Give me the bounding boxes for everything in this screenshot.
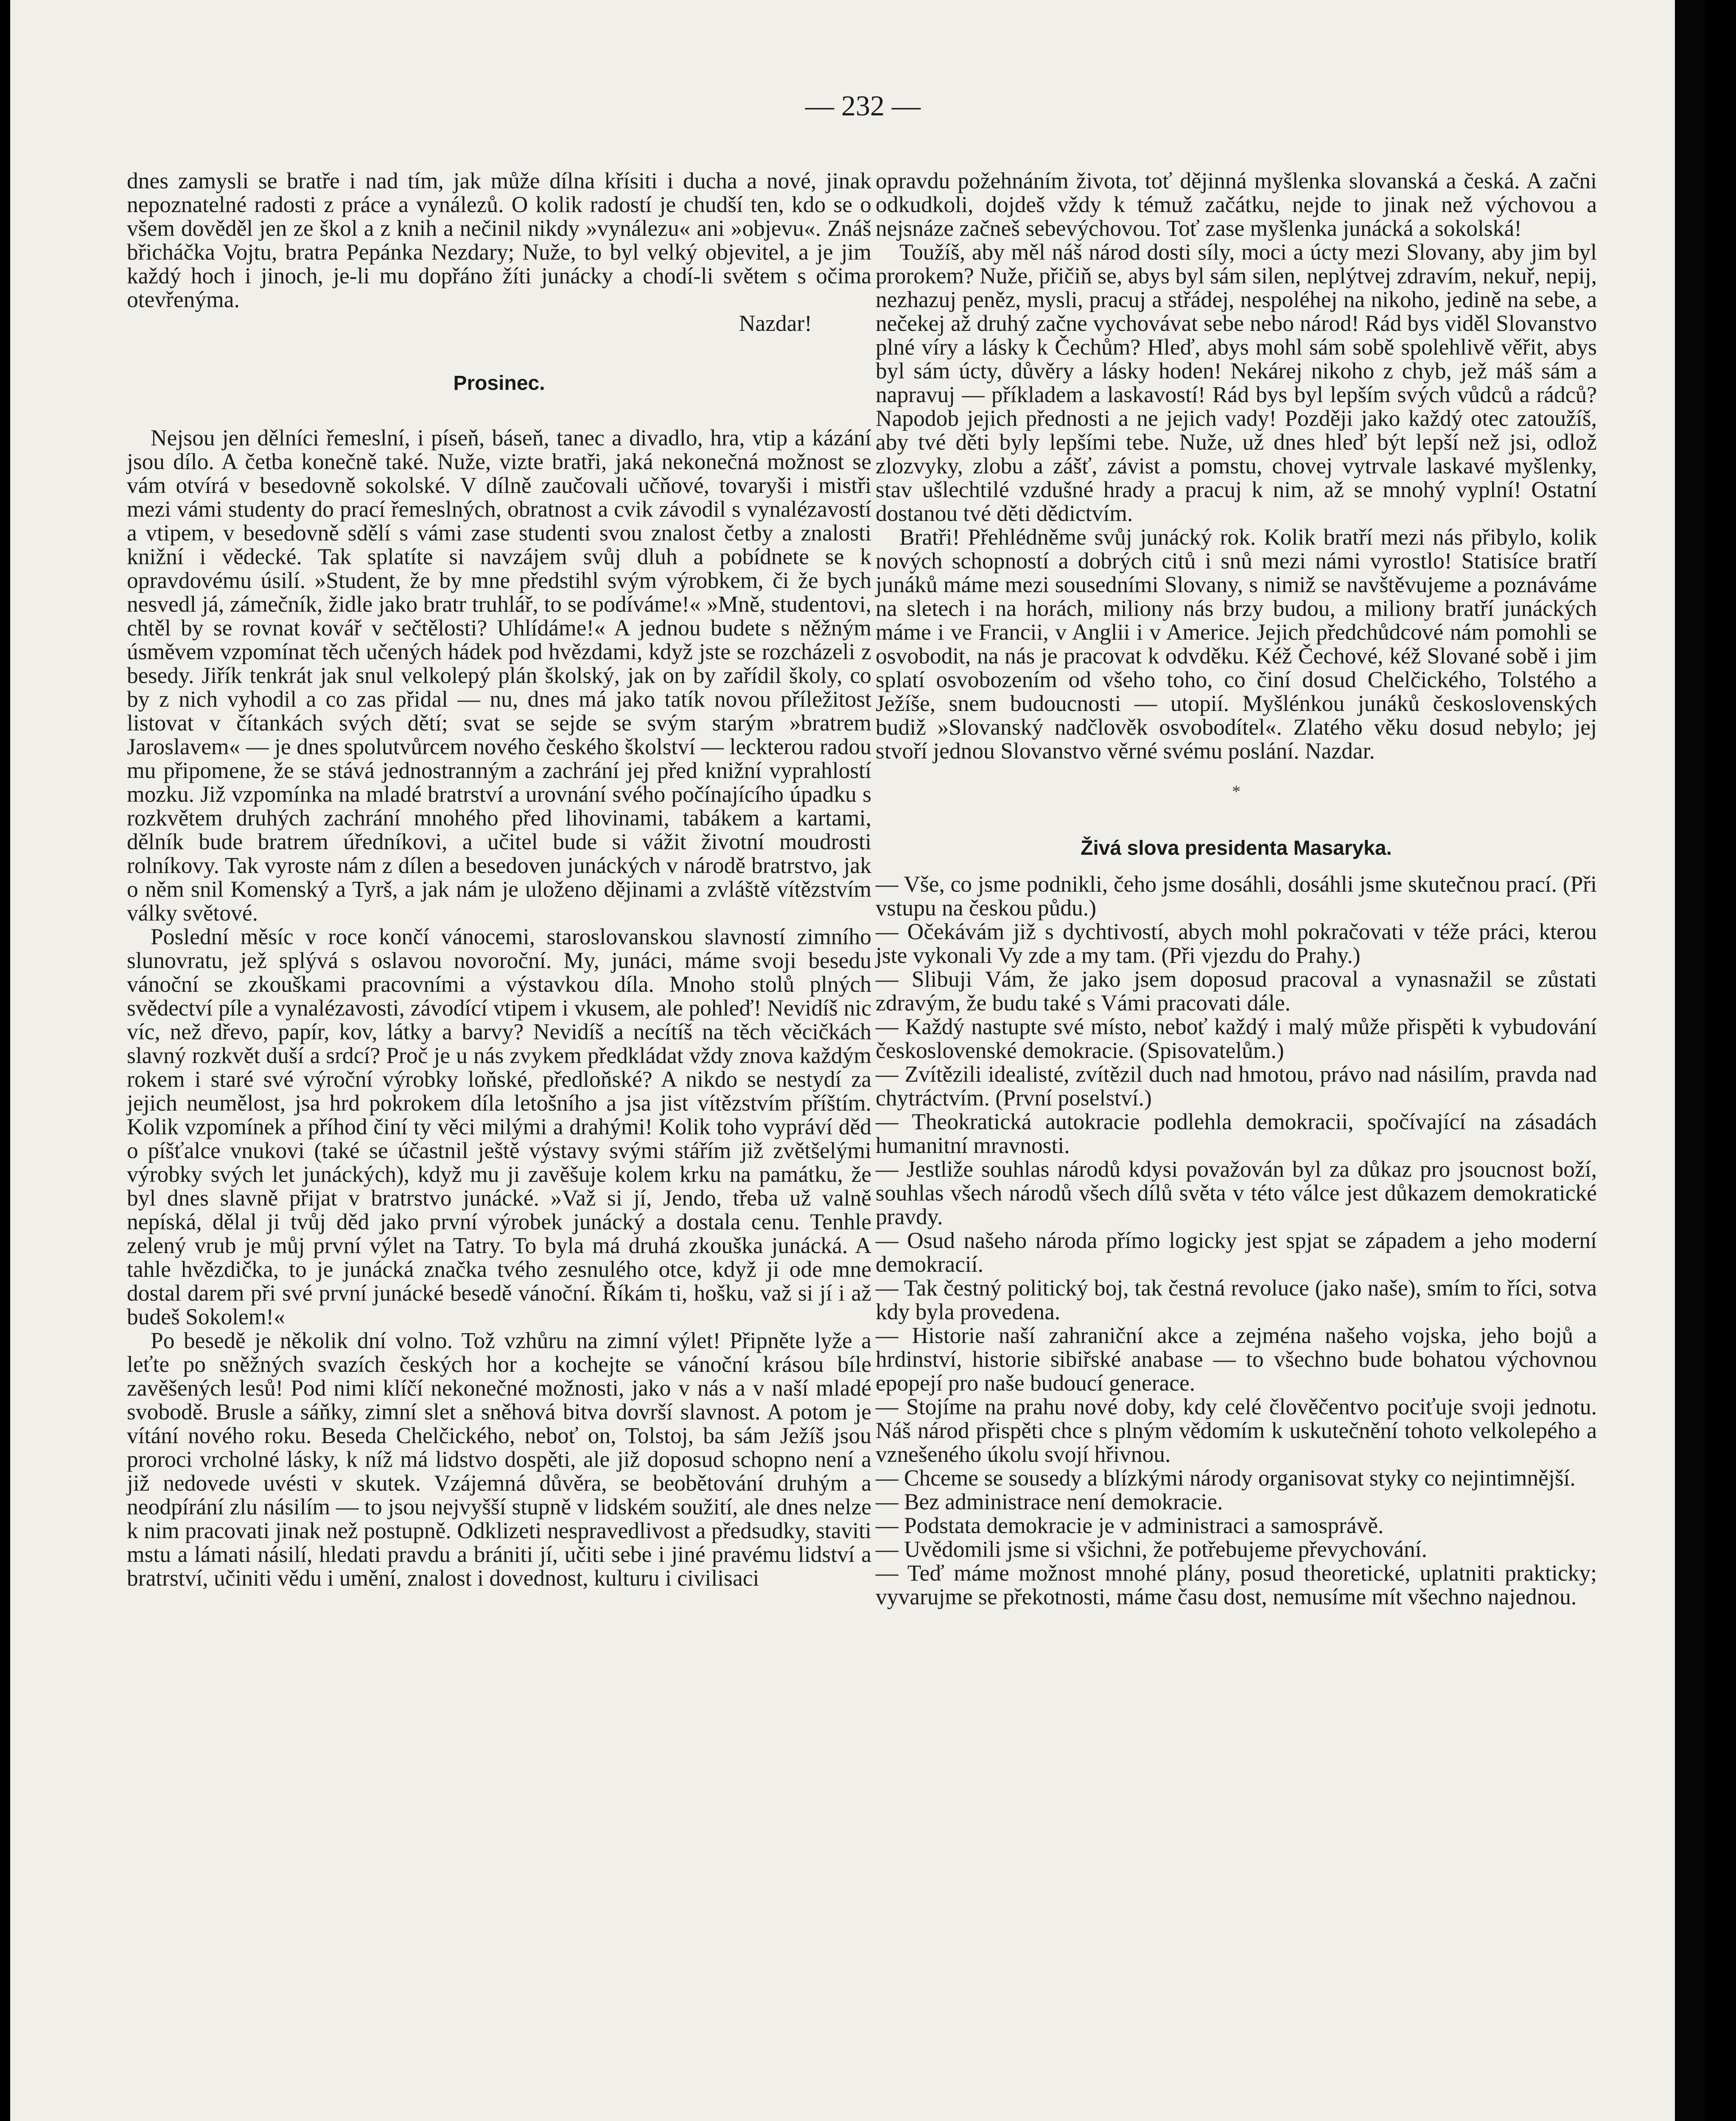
paragraph: opravdu požehnáním života, toť dějinná myšlenka slovanská a česká. A začni odkudkoli, dojdeš vždy k témuž začátku, nejde to jinak než výchovou a nejsnáze začneš sebevýchovou. Toť zase myšlenka junácká a sokolská!	[876, 168, 1597, 241]
signoff: Nazdar!	[739, 311, 812, 336]
section-title-masaryk: Živá slova presidenta Masaryka.	[1081, 837, 1392, 859]
quote: — Historie naší zahraniční akce a zejména našeho vojska, jeho bojů a hrdinství, historie sibiřské anabase — to všechno bude bohatou výchovnou epopejí pro naše budoucí generace.	[876, 1323, 1597, 1396]
quote: — Očekávám již s dychtivostí, abych mohl pokračovati v téže práci, kterou jste vykonali Vy zde a my tam. (Při vjezdu do Prahy.)	[876, 919, 1597, 968]
quote: — Podstata demokracie je v administraci a samosprávě.	[876, 1513, 1384, 1538]
section-title-prosinec: Prosinec.	[453, 372, 545, 395]
quote: — Osud našeho národa přímo logicky jest spjat se západem a jeho moderní demokracií.	[876, 1228, 1597, 1277]
quote: — Každý nastupte své místo, neboť každý i malý může přispěti k vybudování československé demokracie. (Spisovatelům.)	[876, 1014, 1597, 1063]
intro-paragraph: dnes zamysli se bratře i nad tím, jak může dílna křísiti i ducha a nové, jinak nepoznatelné radosti z práce a vynálezů. O kolik radostí je chudší ten, kdo se o všem dověděl jen ze škol a z knih a nečinil nikdy »vynálezu« ani »objevu«. Znáš břicháčka Vojtu, bratra Pepánka Nezdary; Nuže, to byl velký objevitel, a je jim každý hoch i jinoch, je-li mu dopřáno žíti junácky a chodí-li světem s očima otevřenýma.	[127, 168, 871, 312]
left-column	[127, 169, 871, 1590]
quote: — Jestliže souhlas národů kdysi považován byl za důkaz pro jsoucnost boží, souhlas všech národů všech dílů světa v této válce jest důkazem demokratické pravdy.	[876, 1156, 1597, 1229]
quote: — Bez administrace není demokracie.	[876, 1489, 1223, 1514]
quote: — Zvítězili idealisté, zvítězil duch nad hmotou, právo nad násilím, pravda nad chytráctvím. (První poselství.)	[876, 1061, 1597, 1111]
quote: — Vše, co jsme podnikli, čeho jsme dosáhli, dosáhli jsme skutečnou prací. (Při vstupu na českou půdu.)	[876, 871, 1597, 921]
quote: — Theokratická autokracie podlehla demokracii, spočívající na zásadách humanitní mravnosti.	[876, 1109, 1597, 1158]
paragraph: Toužíš, aby měl náš národ dosti síly, moci a úcty mezi Slovany, aby jim byl prorokem? Nuže, přičiň se, abys byl sám silen, neplýtvej zdravím, nekuř, nepij, nezhazuj peněz, mysli, pracuj a střádej, nespoléhej na nikoho, jedině na sebe, a nečekej až druhý začne vychovávat sebe nebo národ! Rád bys viděl Slovanstvo plné víry a lásky k Čechům? Hleď, abys mohl sám sobě spolehlivě věřit, abys byl sám úcty, důvěry a lásky hoden! Nekárej nikoho z chyb, jež máš sám a napravuj — příkladem a laskavostí! Rád bys byl lepším svých vůdců a rádců? Napodob jejich přednosti a ne jejich vady! Později jako každý otec zatoužíš, aby tvé děti byly lepšími tebe. Nuže, už dnes hleď být lepší než jsi, odlož zlozvyky, zlobu a zášť, závist a pomstu, chovej vytrvale laskavé myšlenky, stav ušlechtilé vzdušné hrady a pracuj k nim, až se mnohý vyplní! Ostatní dostanou tvé děti dědictvím.	[876, 239, 1597, 526]
quote: — Uvědomili jsme si všichni, že potřebujeme převychování.	[876, 1536, 1428, 1562]
quote: — Chceme se sousedy a blízkými národy organisovat styky co nejintimnější.	[876, 1465, 1576, 1491]
separator-asterisk: *	[1232, 782, 1240, 801]
quote: — Tak čestný politický boj, tak čestná revoluce (jako naše), smím to říci, sotva kdy byla provedena.	[876, 1275, 1597, 1324]
paragraph: Po besedě je několik dní volno. Tož vzhůru na zimní výlet! Připněte lyže a leťte po sněžných svazích českých hor a kochejte se vánoční krásou bíle zavěšených lesů! Pod nimi klíčí nekonečné možnosti, jako v nás a v naší mladé svobodě. Brusle a sáňky, zimní slet a sněhová bitva dovrší slavnost. A potom je vítání nového roku. Beseda Chelčického, neboť on, Tolstoj, ba sám Ježíš jsou proroci vrcholné lásky, k níž má lidstvo dospěti, ale již doposud schopno není a již nedovede uvésti v skutek. Vzájemná důvěra, se beobětování druhým a neodpírání zlu násilím — to jsou nejvyšší stupně v lidském soužití, ale dnes nelze k nim pracovati jinak než postupně. Odklizeti nespravedlivost a předsudky, staviti mstu a lámati násilí, hledati pravdu a brániti jí, učiti sebe i jiné pravému lidství a bratrství, učiniti vědu i umění, znalost i dovednost, kulturu i civilisaci	[127, 1328, 871, 1591]
right-column	[876, 169, 1597, 1609]
paragraph: Nejsou jen dělníci řemeslní, i píseň, báseň, tanec a divadlo, hra, vtip a kázání jsou dílo. A četba konečně také. Nuže, vizte bratři, jaká nekonečná možnost se vám otvírá v besedovně sokolské. V dílně zaučovali učňové, tovaryši i mistři mezi vámi studenty do prací řemeslných, obratnost a cvik závodil s vynalézavostí a vtipem, v besedovně sdělí s vámi zase studenti svou znalost četby a znalosti knižní i vědecké. Tak splatíte si navzájem svůj dluh a pobídnete se k opravdovému úsilí. »Student, že by mne předstihl svým výrobkem, či že bych nesvedl já, zámečník, židle jako bratr truhlář, to se podíváme!« »Mně, studentovi, chtěl by se rovnat kovář v sečtělosti? Uhlídáme!« A jednou budete s něžným úsměvem vzpomínat těch učených hádek pod hvězdami, když jste se rozcházeli z besedy. Jiřík tenkrát jak snul velkolepý plán školský, jak on by zařídil školy, co by z nich vyhodil a co zas přidal — nu, dnes má jako tatík novou příležitost listovat v čítankách svých dětí; svat se sejde se svým starým »bratrem Jaroslavem« — je dnes spolutvůrcem nového českého školství — leckterou radou mu připomene, že se stává jednostranným a zachrání jej před knižní vyprahlostí mozku. Již vzpomínka na mladé bratrství a urovnání svého počínajícího úpadku s rozkvětem druhých zachrání mnohého před lihovinami, tabákem a kartami, dělník bude bratrem úředníkovi, a učitel bude si vážit životní moudrosti rolníkovy. Tak vyroste nám z dílen a besedoven junáckých v národě bratrstvo, jak o něm snil Komenský a Tyrš, a jak nám je uloženo dějinami a zvláště vítězstvím války světové.	[127, 425, 871, 926]
paragraph: Bratři! Přehlédněme svůj junácký rok. Kolik bratří mezi nás přibylo, kolik nových schopností a dobrých citů i snů mezi námi vyrostlo! Statisíce bratří junáků máme mezi sousedními Slovany, s nimiž se navštěvujeme a poznáváme na sletech i na horách, miliony nás brzy budou, a miliony bratří junáckých máme i ve Francii, v Anglii i v Americe. Jejich předchůdcové nám pomohli se osvobodit, na nás je pracovat k odvděku. Kéž Čechové, kéž Slované sobě i jim splatí osvobozením od všeho toho, co činí dosud Chelčického, Tolstého a Ježíše, snem budoucnosti — utopií. Myšlénkou junáků československých budiž »Slovanský nadčlověk osvobodítel«. Zlatého věku dosud nebylo; jej stvoří jednou Slovanstvo věrné svému poslání. Nazdar.	[876, 524, 1597, 764]
quote: — Slibuji Vám, že jako jsem doposud pracoval a vynasnažil se zůstati zdravým, že budu také s Vámi pracovati dále.	[876, 966, 1597, 1016]
scan-edge-shadow	[1675, 0, 1705, 2121]
scanned-page	[10, 0, 1705, 2121]
paragraph: Poslední měsíc v roce končí vánocemi, staroslovanskou slavností zimního slunovratu, jež splývá s oslavou novoroční. My, junáci, máme svoji besedu vánoční se zkouškami pracovními a výstavkou díla. Mnoho stolů plných svědectví píle a vynalézavosti, závodící vtipem i vkusem, ale pohleď! Nevidíš nic víc, než dřevo, papír, kov, látky a barvy? Nevidíš a necítíš na těch věcičkách slavný rozkvět duší a srdcí? Proč je u nás zvykem předkládat vždy znova každým rokem i staré své výroční výrobky loňské, předloňské? A nikdo se nestydí za jejich neumělost, jsa hrd pokrokem díla letošního a jsa jist vítězstvím příštím. Kolik vzpomínek a příhod činí ty věci milými a drahými! Kolik toho vypráví děd o píšťalce vnukovi (také se účastnil ještě výstavy svými stářím již zvětšelými výrobky svých let junáckých), když mu ji zavěšuje kolem krku na památku, že byl dnes slavně přijat v bratrstvo junácké. »Važ si jí, Jendo, třeba už valně nepíská, dělal ji tvůj děd jako první výrobek junácký a dostala cenu. Tenhle zelený vrub je můj první výlet na Tatry. To byla má druhá zkouška junácká. A tahle hvězdička, to je junácká značka tvého zesnulého otce, když ji ode mne dostal darem při své první junácké besedě vánoční. Říkám ti, hošku, važ si jí i až budeš Sokolem!«	[127, 924, 871, 1329]
quote: — Stojíme na prahu nové doby, kdy celé člověčentvo pociťuje svoji jednotu. Náš národ přispěti chce s plným vědomím k uskutečnění tohoto velkolepého a vznešeného úkolu svojí hřivnou.	[876, 1394, 1597, 1467]
quote: — Teď máme možnost mnohé plány, posud theoretické, uplatniti prakticky; vyvarujme se překotnosti, máme času dost, nemusíme mít všechno najednou.	[876, 1560, 1597, 1609]
page-number: — 232 —	[805, 90, 921, 122]
